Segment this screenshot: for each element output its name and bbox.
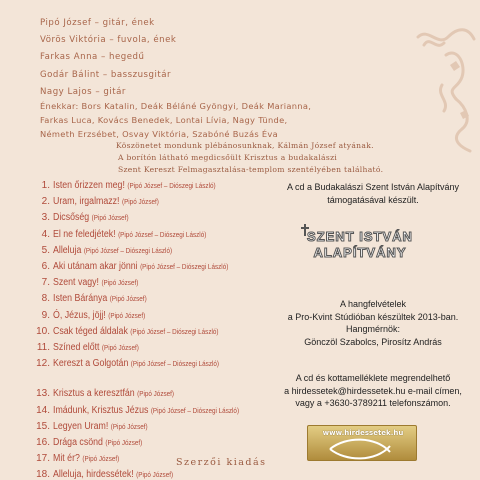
track-item [34,275,264,291]
track-number: 15. [36,420,50,432]
foundation-logo-line: ALAPÍTVÁNY [313,245,407,260]
track-item [34,291,264,307]
track-number: 17. [36,453,50,465]
recording-note [270,298,476,348]
recording-line: Gönczöl Szabolcs, Pirosítz András [304,336,442,347]
track-title [53,435,142,451]
track-credit: (Pipó József) [136,470,174,480]
track-item [34,419,264,435]
track-item [34,243,264,259]
track-title-text: Krisztus a keresztfán [53,388,135,400]
choir-line: Farkas Luca, Kovács Benedek, Lontai Lívia, Nagy Tünde, [40,114,288,125]
foundation-logo-line: SZENT ISTVÁN [307,229,413,244]
musician-line: Nagy Lajos – gitár [40,86,126,97]
order-line: A cd és kottamelléklete megrendelhető [295,373,451,383]
track-number: 6. [41,261,50,273]
track-credit: (Pipó József – Diószegi László) [140,262,229,272]
track-item [34,227,264,243]
track-number: 4. [41,228,50,240]
track-title [53,467,173,480]
track-credit: (Pipó József – Diószegi László) [127,181,216,190]
track-number: 12. [36,358,50,370]
track-credit: (Pipó József) [105,438,143,448]
track-title [53,403,239,419]
track-number: 1. [41,180,50,191]
track-title-text: Ó, Jézus, jöjj! [53,309,106,321]
musician-line: Farkas Anna – hegedű [40,52,145,63]
track-title [53,451,119,467]
track-item [34,324,264,340]
track-credit: (Pipó József) [101,343,139,353]
track-title [53,419,148,435]
order-line: vagy a +3630-3789211 telefonszámon. [295,398,451,408]
track-credit: (Pipó József – Diószegi László) [150,405,240,415]
track-credit: (Pipó József) [82,454,120,464]
track-number: 5. [41,244,50,256]
track-credit: (Pipó József) [91,213,129,223]
track-title [53,356,219,372]
track-title [53,324,219,340]
foundation-logo [300,222,420,266]
track-title-text: Színed előtt [53,342,100,354]
track-number: 7. [41,277,50,289]
track-title-text: Isten Báránya [53,293,108,305]
track-number: 9. [41,309,50,321]
track-title-text: Kereszt a Golgotán [53,358,129,370]
acknowledgement [116,140,446,177]
track-title [53,210,129,226]
track-number: 3. [41,212,50,224]
track-number: 10. [36,325,50,337]
recording-line: a Pro-Kvint Stúdióban készültek 2013-ban. [287,311,459,322]
track-number: 18. [36,469,50,480]
track-item [34,356,264,372]
track-item [34,435,264,451]
website-badge-text: www.hirdessetek.hu [322,429,404,437]
track-title-text: Legyen Uram! [53,420,109,432]
track-item [34,210,264,226]
track-title [53,243,172,259]
choir-line: Németh Erzsébet, Osvay Viktória, Szabóné Buzás Éva [40,128,279,139]
decorative-ribbon-icon [416,25,476,155]
track-credit: (Pipó József – Diószegi László) [130,359,220,369]
musician-line: Pipó József – gitár, ének [40,18,155,28]
track-credit: (Pipó József) [110,421,148,431]
track-item [34,467,264,480]
track-title [53,259,228,275]
track-title [53,291,147,307]
track-item [34,340,264,356]
track-number: 8. [41,293,50,305]
track-number: 11. [36,342,50,354]
track-item [34,194,264,210]
musician-line: Vörös Viktória – fuvola, ének [40,35,177,46]
track-item [34,178,264,194]
track-number: 16. [36,437,50,449]
track-number: 14. [36,404,50,416]
track-title-text: Szent vagy! [53,277,99,289]
track-title [53,386,174,402]
track-title-text: Imádunk, Krisztus Jézus [53,404,149,416]
track-credit: (Pipó József – Diószegi László) [118,229,207,239]
track-credit: (Pipó József) [109,294,147,304]
track-number: 2. [41,196,50,208]
track-title-text: Isten őrizzen meg! [53,180,125,191]
recording-line: Hangmérnök: [345,324,401,334]
track-credit: (Pipó József) [121,197,159,207]
website-badge [307,425,417,461]
acknowledgement-line: Szent Kereszt Felmagasztalása-templom szentélyében található. [118,165,384,175]
track-title-text: El ne feledjétek! [53,228,116,240]
support-line: támogatásával készült. [327,194,419,205]
track-title [53,178,216,194]
track-title-text: Dicsőség [53,212,90,224]
acknowledgement-line: A borítón látható megdicsőült Krisztus a budakalászi [118,153,338,163]
choir-list [40,100,380,141]
publisher-label: Szerzői kiadás [176,457,267,468]
order-note [270,372,476,410]
track-title [53,275,138,291]
order-line: a hirdessetek@hirdessetek.hu e-mail címen, [284,385,462,396]
track-item [34,308,264,324]
track-title-text: Mit ér? [53,453,80,465]
musician-list [40,15,176,101]
track-title [53,308,145,324]
track-title-text: Aki utánam akar jönni [53,261,138,273]
track-number: 13. [36,388,50,400]
track-credit: (Pipó József – Diószegi László) [130,326,219,336]
track-title-text: Csak téged áldalak [53,325,128,337]
musician-line: Godár Bálint – basszusgitár [40,69,172,80]
track-title-text: Alleluja [53,244,82,256]
track-title-text: Uram, irgalmazz! [53,196,120,208]
track-title [53,340,139,356]
support-note [270,181,476,206]
track-credit: (Pipó József) [137,389,175,399]
track-title [53,227,206,243]
track-title-text: Alleluja, hirdessétek! [53,469,134,480]
track-credit: (Pipó József) [101,278,139,288]
track-credit: (Pipó József) [108,310,146,320]
track-item [34,403,264,419]
track-item [34,259,264,275]
track-title [53,194,159,210]
track-item [34,386,264,402]
choir-line: Énekkar: Bors Katalin, Deák Béláné Gyöngyi, Deák Marianna, [40,101,312,111]
ichthys-fish-icon [326,438,400,460]
support-line: A cd a Budakalászi Szent István Alapítvány [286,182,460,192]
track-credit: (Pipó József – Diószegi László) [83,245,173,255]
track-title-text: Drága csönd [53,437,103,449]
recording-line: A hangfelvételek [339,299,407,309]
acknowledgement-line: Köszönetet mondunk plébánosunknak, Kálmán József atyának. [116,141,374,150]
tracklist [34,178,264,480]
